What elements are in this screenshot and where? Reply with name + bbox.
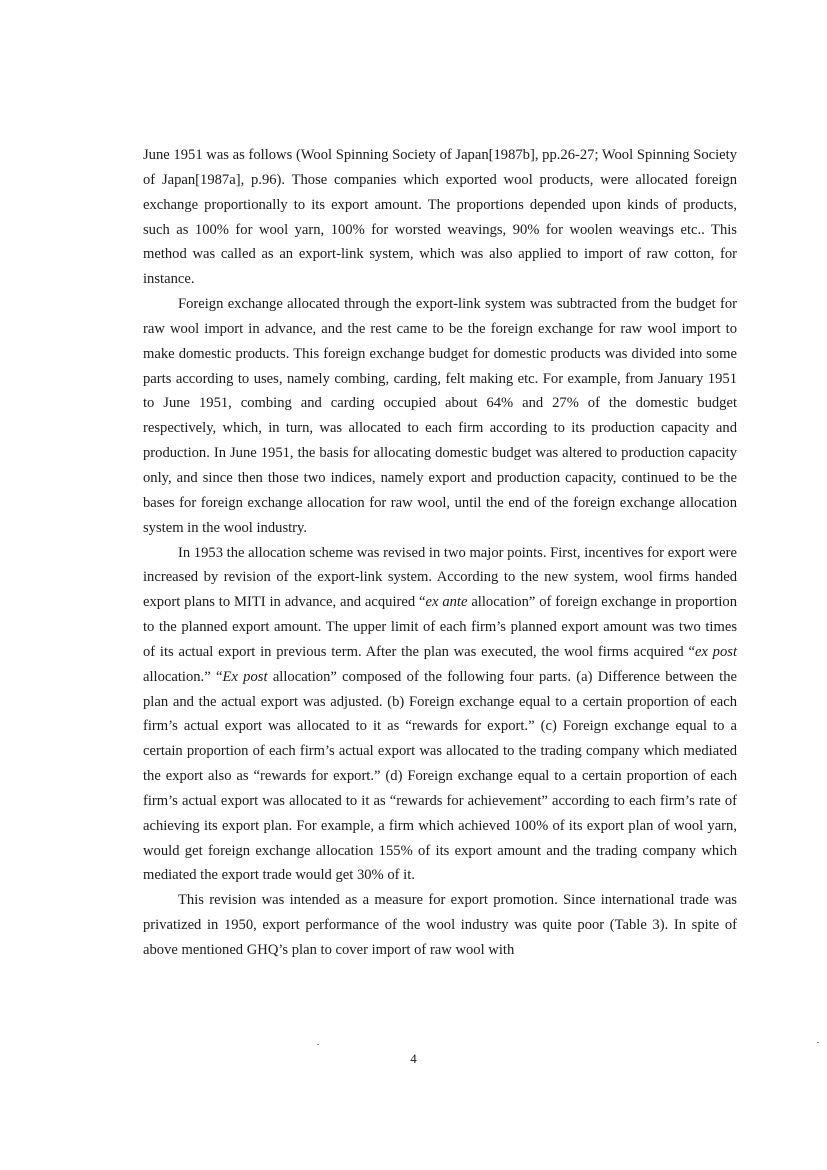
term-ex-post: ex post — [694, 643, 737, 660]
body-text — [143, 143, 737, 963]
paragraph-2: Foreign exchange allocated through the export-link system was subtracted from the budget for raw wool import in advance, and the rest came to be the foreign exchange for raw wool import to make domestic products. This foreign exchange budget for domestic products was divided into some parts according to uses, namely combing, carding, felt making etc. For example, from January 1951 to June 1951, combing and carding occupied about 64% and 27% of the domestic budget respectively, which, in turn, was allocated to each firm according to its production capacity and production. In June 1951, the basis for allocating domestic budget was altered to production capacity only, and since then those two indices, namely export and production capacity, continued to be the bases for foreign exchange allocation for raw wool, until the end of the foreign exchange allocation system in the wool industry. — [143, 296, 737, 536]
paragraph-3-text-b: allocation” of foreign exchange in proportion to the planned export amount. The upper limit of each firm’s planned export amount was two times of its actual export in previous term. After the plan was executed, the wool firms acquired “ — [143, 594, 737, 660]
term-ex-post-capitalized: Ex post — [222, 668, 268, 685]
paragraph-3-text-a: In 1953 the allocation scheme was revised in two major points. First, incentives for export were increased by revision of the export-link system. According to the new system, wool firms handed export plans to MITI in advance, and acquired “ — [143, 544, 737, 611]
page-number: 4 — [410, 1051, 417, 1066]
scan-speck — [317, 1044, 319, 1045]
paragraph-1: June 1951 was as follows (Wool Spinning Society of Japan[1987b], pp.26-27; Wool Spinning Society of Japan[1987a], p.96). Those companies which exported wool products, were allocated foreign exchange proportionally to its export amount. The proportions depended upon kinds of products, such as 100% for wool yarn, 100% for worsted weavings, 90% for woolen weavings etc.. This method was called as an export-link system, which was also applied to import of raw cotton, for instance. — [143, 147, 737, 288]
paragraph-3 — [143, 541, 737, 889]
paragraph-4: This revision was intended as a measure for export promotion. Since international trade was privatized in 1950, export performance of the wool industry was quite poor (Table 3). In spite of above mentioned GHQ’s plan to cover import of raw wool with — [143, 892, 737, 958]
paragraph-3-text-d: allocation” composed of the following four parts. (a) Difference between the plan and the actual export was adjusted. (b) Foreign exchange equal to a certain proportion of each firm’s actual export was allocated to it as “rewards for export.” (c) Foreign exchange equal to a certain proportion of each firm’s actual export was allocated to the trading company which mediated the export also as “rewards for export.” (d) Foreign exchange equal to a certain proportion of each firm’s actual export was allocated to it as “rewards for achievement” according to each firm’s rate of achieving its export plan. For example, a firm which achieved 100% of its export plan of wool yarn, would get foreign exchange allocation 155% of its export amount and the trading company which mediated the export trade would get 30% of it. — [143, 668, 738, 884]
paragraph-3-text-c: allocation.” “ — [143, 668, 223, 685]
term-ex-ante: ex ante — [425, 594, 468, 611]
scan-speck — [817, 1042, 819, 1043]
